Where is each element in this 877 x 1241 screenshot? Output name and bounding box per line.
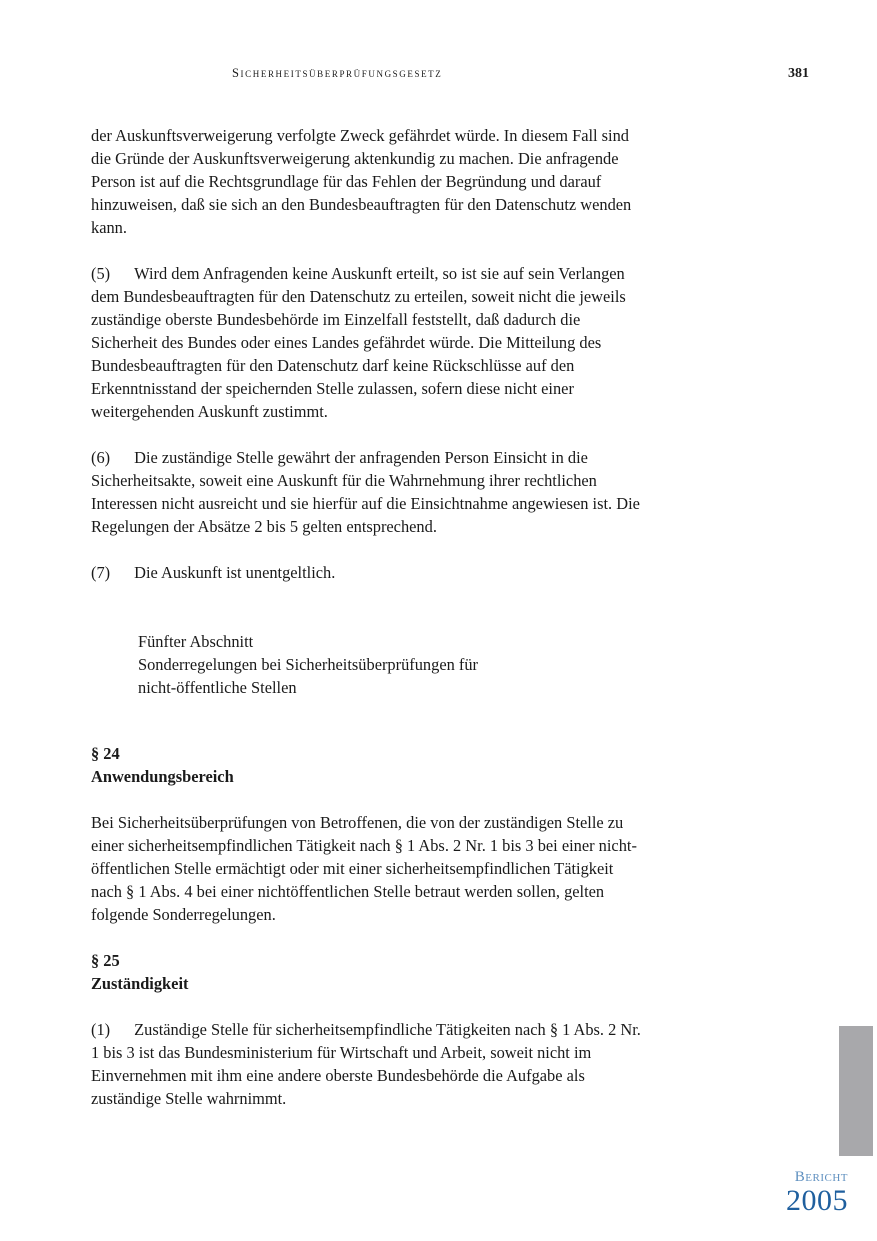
document-body	[91, 124, 643, 1110]
paragraph-6	[91, 446, 643, 538]
paragraph-number: (5)	[91, 264, 111, 283]
section-25-number: § 25	[91, 951, 120, 970]
running-header: Sicherheitsüberprüfungsgesetz	[232, 66, 443, 80]
paragraph-number: (6)	[91, 448, 111, 467]
section-24-title: Anwendungsbereich	[91, 767, 234, 786]
section-title-line: nicht-öffentliche Stellen	[138, 678, 297, 697]
continuation-paragraph: der Auskunftsverweigerung verfolgte Zweck gefährdet würde. In diesem Fall sind die Gründe der Auskunftsverweigerung aktenkundig zu machen. Die anfragende Person ist auf die Rechtsgrundlage für das Fehlen der Begründung und darauf hinzuweisen, daß sie sich an den Bundesbeauftragten für den Datenschutz wenden kann.	[91, 126, 632, 237]
report-logo-word: Bericht	[794, 1169, 848, 1185]
paragraph-number: (1)	[91, 1020, 111, 1039]
section-24-number: § 24	[91, 744, 120, 763]
report-logo	[776, 1168, 848, 1216]
report-logo-year: 2005	[786, 1184, 848, 1217]
section-title-line: Fünfter Abschnitt	[138, 632, 254, 651]
paragraph-text: Wird dem Anfragenden keine Auskunft erteilt, so ist sie auf sein Verlangen dem Bundesbeauftragten für den Datenschutz zu erteilen, soweit nicht die jeweils zuständige oberste Bundesbehörde im Einzelfall feststellt, daß dadurch die Sicherheit des Bundes oder eines Landes gefährdet würde. Die Mitteilung des Bundesbeauftragten für den Datenschutz darf keine Rückschlüsse auf den Erkenntnisstand der speichernden Stelle zulassen, sofern diese nicht einer weitergehenden Auskunft zustimmt.	[91, 264, 626, 421]
paragraph-text: Die Auskunft ist unentgeltlich.	[134, 563, 336, 582]
section-25-title: Zuständigkeit	[91, 974, 189, 993]
side-tab	[839, 1026, 873, 1156]
section-25-paragraph-1	[91, 1018, 643, 1110]
section-title-line: Sonderregelungen bei Sicherheitsüberprüfungen für	[138, 655, 478, 674]
section-24-text: Bei Sicherheitsüberprüfungen von Betroffenen, die von der zuständigen Stelle zu einer sicherheitsempfindlichen Tätigkeit nach § 1 Abs. 2 Nr. 1 bis 3 bei einer nicht-öffentlichen Stelle ermächtigt oder mit einer sicherheitsempfindlichen Tätigkeit nach § 1 Abs. 4 bei einer nichtöffentlichen Stelle betraut werden sollen, gelten folgende Sonderregelungen.	[91, 813, 637, 924]
section-heading	[91, 630, 643, 699]
paragraph-7	[91, 561, 643, 584]
paragraph-text: Zuständige Stelle für sicherheitsempfindliche Tätigkeiten nach § 1 Abs. 2 Nr. 1 bis 3 ist das Bundesministerium für Wirtschaft und Arbeit, soweit nicht im Einvernehmen mit ihm eine andere oberste Bundesbehörde die Aufgabe als zuständige Stelle wahrnimmt.	[91, 1020, 641, 1108]
paragraph-5	[91, 262, 643, 423]
paragraph-text: Die zuständige Stelle gewährt der anfragenden Person Einsicht in die Sicherheitsakte, soweit eine Auskunft für die Wahrnehmung ihrer rechtlichen Interessen nicht ausreicht und sie hierfür auf die Einsichtnahme angewiesen ist. Die Regelungen der Absätze 2 bis 5 gelten entsprechend.	[91, 448, 640, 536]
paragraph-number: (7)	[91, 563, 111, 582]
page-number: 381	[788, 66, 809, 81]
